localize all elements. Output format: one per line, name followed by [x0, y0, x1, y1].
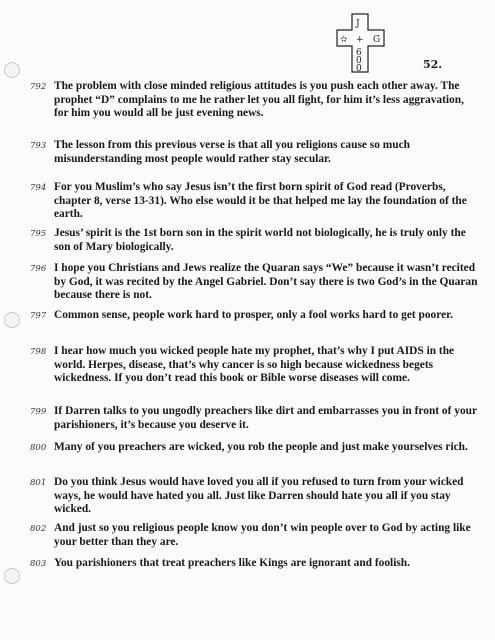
cross-letter-center: + [356, 35, 364, 45]
verse-entry [30, 476, 480, 517]
verse-text: Common sense, people work hard to prosper, only a fool works hard to get poorer. [54, 309, 453, 321]
punch-hole [4, 568, 20, 584]
cross-letter-bottom-2: 0 [356, 56, 362, 66]
punch-hole [4, 312, 20, 328]
verse-text: Many of you preachers are wicked, you rob the people and just make yourselves rich. [54, 441, 468, 453]
verse-text: I hear how much you wicked people hate my prophet, that’s why I put AIDS in the world. Herpes, disease, that’s why cancer is so high because wickedness begets wickedness. If you don’t read this book or Bible worse diseases will come. [54, 345, 455, 385]
verse-entry [30, 309, 480, 323]
verse-number: 793 [30, 141, 47, 151]
verse-number: 798 [30, 347, 47, 357]
verse-text: Jesus’ spirit is the 1st born son in the spirit world not biologically, he is truly only the son of Mary biologically. [54, 227, 466, 253]
hand-drawn-cross [335, 12, 387, 74]
verse-number: 799 [30, 407, 47, 417]
verse-entry [30, 557, 480, 571]
verse-text: The lesson from this previous verse is that all you religions cause so much misunderstanding most people would rather stay secular. [54, 139, 410, 165]
verse-number: 797 [30, 311, 47, 321]
verse-text: If Darren talks to you ungodly preachers like dirt and embarrasses you in front of your parishioners, it’s because you deserve it. [54, 405, 477, 431]
cross-letter-top: J [356, 19, 360, 29]
verse-entry [30, 80, 480, 121]
verse-entry [30, 181, 480, 222]
verse-number: 800 [30, 443, 47, 453]
verse-entry [30, 522, 480, 549]
verse-entry [30, 139, 480, 166]
verse-number: 796 [30, 264, 47, 274]
verse-entry [30, 405, 480, 432]
verse-number: 801 [30, 478, 47, 488]
verse-number: 792 [30, 82, 47, 92]
cross-letter-bottom-3: 0 [356, 64, 362, 74]
verse-text: I hope you Christians and Jews realize the Quaran says “We” because it wasn’t recited by God, it was recited by the Angel Gabriel. Don’t say there is two God’s in the Quaran because there is not. [54, 262, 478, 302]
cross-letter-bottom-1: 6 [356, 48, 362, 58]
page-number: 52. [423, 58, 443, 71]
verse-number: 803 [30, 559, 47, 569]
cross-icon [335, 12, 387, 74]
verse-text: For you Muslim’s who say Jesus isn’t the first born spirit of God read (Proverbs, chapter 8, verse 13-31). Who else would it be that helped me lay the foundation of the earth. [54, 181, 467, 221]
verse-number: 794 [30, 183, 47, 193]
verse-entry [30, 227, 480, 254]
punch-hole [4, 62, 20, 78]
verse-text: And just so you religious people know you don’t win people over to God by acting like your better than they are. [54, 522, 471, 548]
verse-number: 795 [30, 229, 47, 239]
verse-entry [30, 441, 480, 455]
verse-number: 802 [30, 524, 47, 534]
cross-letter-left: ✫ [340, 35, 348, 45]
verse-text: Do you think Jesus would have loved you all if you refused to turn from your wicked ways, he would have hated you all. Just like Darren should hate you all if you stay wicked. [54, 476, 464, 516]
verse-text: The problem with close minded religious attitudes is you push each other away. The prophet “D” complains to me he rather let you all fight, for him it’s less aggravation, for him you would all be just evening news. [54, 80, 464, 120]
verse-text: You parishioners that treat preachers like Kings are ignorant and foolish. [54, 557, 410, 569]
cross-letter-right: G [373, 35, 381, 45]
verse-entry [30, 262, 480, 303]
verse-entry [30, 345, 480, 386]
